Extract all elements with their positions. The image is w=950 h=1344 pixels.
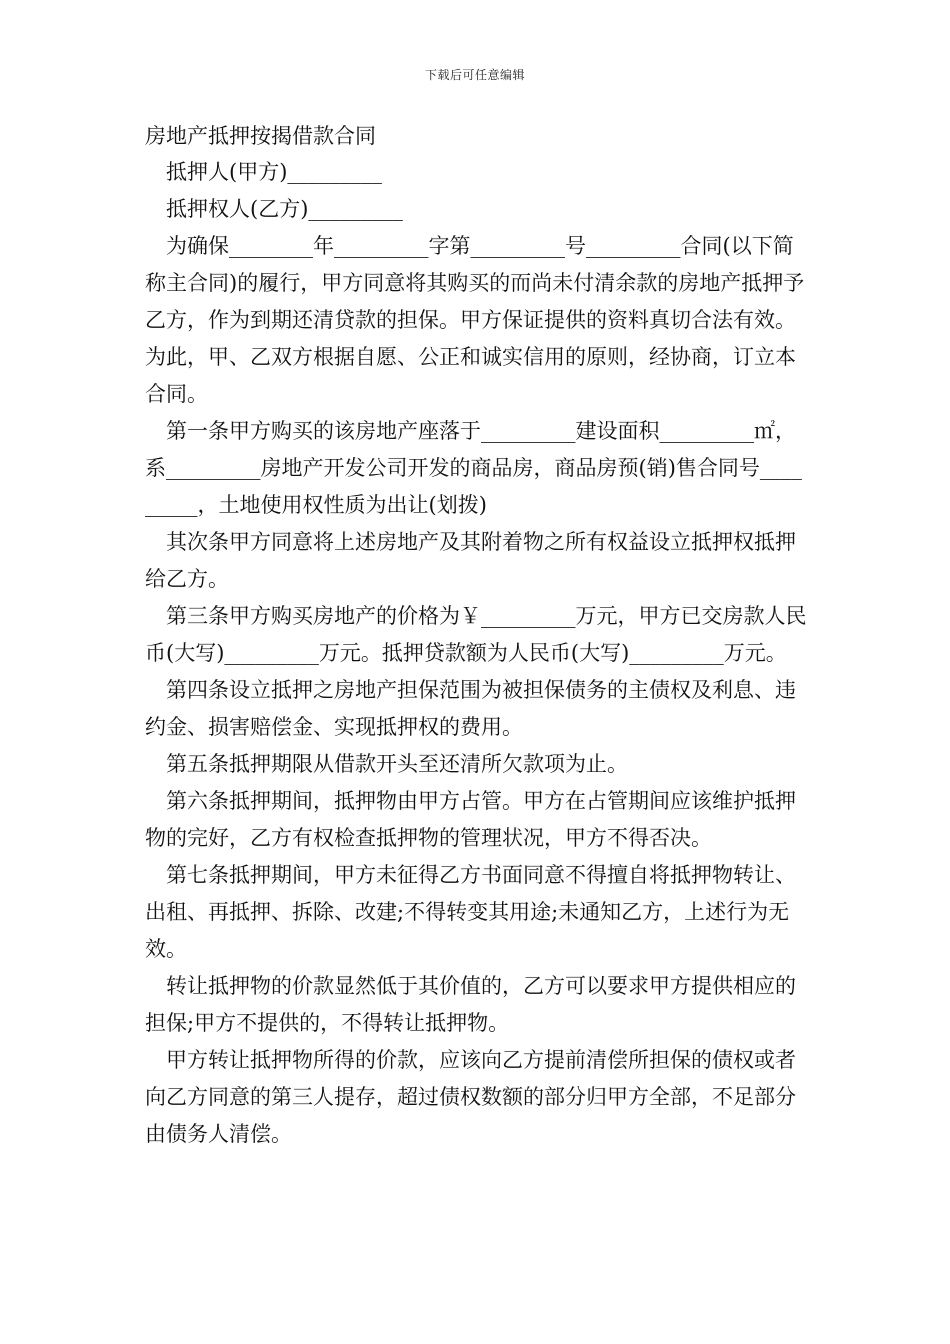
document-body	[145, 118, 810, 1153]
paragraph-article-7: 第七条抵押期间，甲方未征得乙方书面同意不得擅自将抵押物转让、出租、再抵押、拆除、改建;不得转变其用途;未通知乙方，上述行为无效。	[145, 863, 796, 961]
paragraph-mortgagee: 抵押权人(乙方)_________	[166, 197, 403, 221]
paragraph-mortgagor: 抵押人(甲方)_________	[166, 160, 382, 184]
paragraph-article-4: 第四条设立抵押之房地产担保范围为被担保债务的主债权及利息、违约金、损害赔偿金、实现抵押权的费用。	[145, 678, 796, 739]
paragraph-article-1: 第一条甲方购买的该房地产座落于_________建设面积_________㎡，系_________房地产开发公司开发的商品房，商品房预(销)售合同号_________，土地使用权性质为出让(划拨)	[145, 419, 802, 517]
paragraph-preamble: 为确保________年_________字第_________号_________合同(以下简称主合同)的履行，甲方同意将其购买的而尚未付清余款的房地产抵押予乙方，作为到期还清贷款的担保。甲方保证提供的资料真切合法有效。为此，甲、乙双方根据自愿、公正和诚实信用的原则，经协商，订立本合同。	[145, 234, 805, 406]
paragraph-article-2: 其次条甲方同意将上述房地产及其附着物之所有权益设立抵押权抵押给乙方。	[145, 530, 796, 591]
paragraph-transfer-proceeds: 甲方转让抵押物所得的价款，应该向乙方提前清偿所担保的债权或者向乙方同意的第三人提存，超过债权数额的部分归甲方全部，不足部分由债务人清偿。	[145, 1048, 796, 1146]
page-header-note: 下载后可任意编辑	[424, 68, 525, 82]
paragraph-article-5: 第五条抵押期限从借款开头至还清所欠款项为止。	[166, 752, 628, 776]
document-title: 房地产抵押按揭借款合同	[145, 124, 376, 148]
paragraph-transfer-price: 转让抵押物的价款显然低于其价值的，乙方可以要求甲方提供相应的担保;甲方不提供的，不得转让抵押物。	[145, 974, 796, 1035]
paragraph-article-6: 第六条抵押期间，抵押物由甲方占管。甲方在占管期间应该维护抵押物的完好，乙方有权检查抵押物的管理状况，甲方不得否决。	[145, 789, 796, 850]
paragraph-article-3: 第三条甲方购买房地产的价格为￥_________万元，甲方已交房款人民币(大写)_________万元。抵押贷款额为人民币(大写)_________万元。	[145, 604, 807, 665]
